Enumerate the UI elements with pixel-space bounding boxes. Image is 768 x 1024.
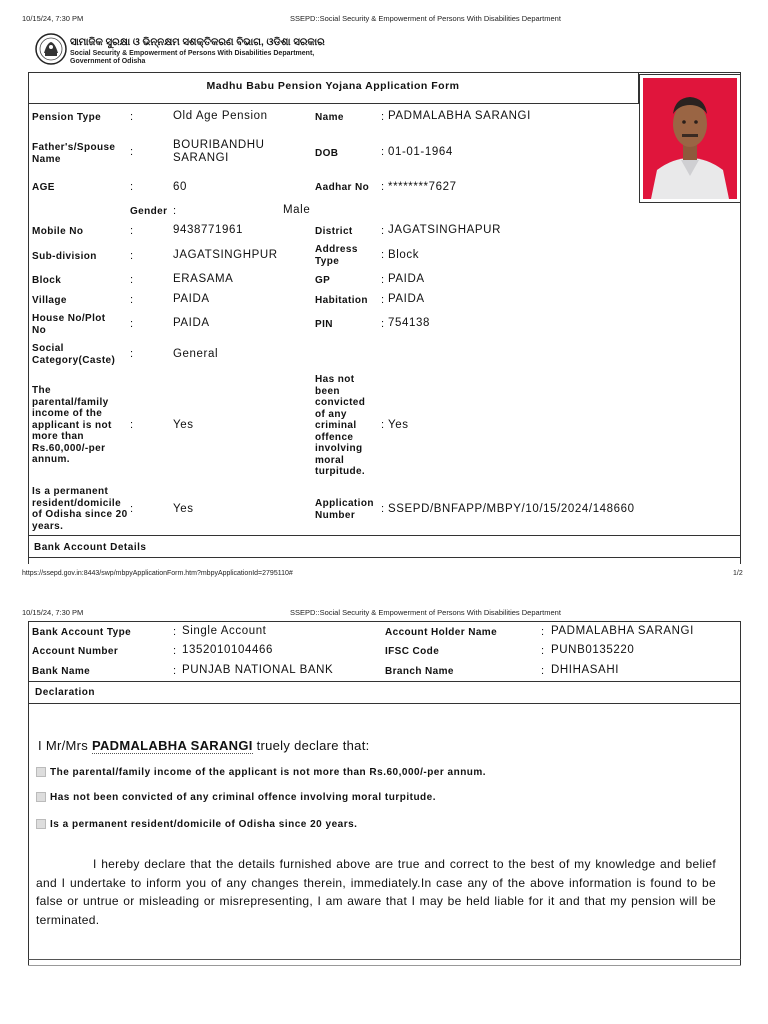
father-label: Father's/Spouse Name	[32, 142, 116, 165]
declaration-item-text: The parental/family income of the applicant is not more than Rs.60,000/-per annum.	[50, 767, 487, 778]
income-value: Yes	[173, 419, 194, 431]
account-holder-label: Account Holder Name	[385, 627, 498, 638]
bank-section-top	[28, 535, 741, 536]
name-label: Name	[315, 112, 344, 123]
father-value: BOURIBANDHU SARANGI	[173, 139, 265, 164]
age-value: 60	[173, 181, 187, 193]
subdivision-label: Sub-division	[32, 251, 97, 262]
gender-label: Gender	[130, 206, 168, 217]
declaration-paragraph: I hereby declare that the details furnished above are true and correct to the best of my knowledge and belief and I undertake to inform you of any changes therein, immediately.In case any of the above information is found to be false or untrue or misleading or misrepresenting, I am aware that I may be held liable for it and that my pension will be terminated.	[36, 857, 716, 927]
logo-english-line1: Social Security & Empowerment of Persons With Disabilities Department,	[70, 50, 315, 57]
branch-value: DHIHASAHI	[551, 664, 620, 676]
account-number-label: Account Number	[32, 646, 119, 657]
gp-value: PAIDA	[388, 273, 425, 285]
declaration-item	[36, 792, 436, 803]
colon: :	[173, 626, 177, 638]
page2-bottom-line-2	[28, 965, 741, 966]
pin-value: 754138	[388, 317, 430, 329]
colon: :	[381, 419, 385, 431]
declaration-intro	[38, 738, 370, 753]
print-title: SSEPD::Social Security & Empowerment of Persons With Disabilities Department	[290, 14, 561, 23]
colon: :	[173, 645, 177, 657]
colon: :	[130, 503, 134, 515]
village-value: PAIDA	[173, 293, 210, 305]
address-type-label: Address Type	[315, 244, 358, 267]
mobile-label: Mobile No	[32, 226, 84, 237]
account-holder-value: PADMALABHA SARANGI	[551, 625, 694, 637]
mobile-value: 9438771961	[173, 224, 243, 236]
colon: :	[381, 503, 385, 515]
colon: :	[381, 274, 385, 286]
village-label: Village	[32, 295, 67, 306]
page2-border-right	[740, 621, 741, 966]
name-value: PADMALABHA SARANGI	[388, 110, 531, 122]
checkbox-checked-icon[interactable]	[36, 767, 46, 777]
print-datetime: 10/15/24, 7:30 PM	[22, 14, 84, 23]
applicant-photo	[643, 78, 737, 199]
block-value: ERASAMA	[173, 273, 234, 285]
application-number-label: Application Number	[315, 498, 374, 521]
colon: :	[130, 419, 134, 431]
subdivision-value: JAGATSINGHPUR	[173, 249, 278, 261]
bank-section-title: Bank Account Details	[34, 542, 147, 553]
bank-name-label: Bank Name	[32, 666, 91, 677]
declaration-item-text: Has not been convicted of any criminal offence involving moral turpitude.	[50, 792, 437, 803]
page2-bottom-line-1	[28, 959, 741, 960]
colon: :	[130, 294, 134, 306]
declaration-intro-suffix: truely declare that:	[256, 738, 370, 753]
colon: :	[130, 225, 134, 237]
dob-value: 01-01-1964	[388, 146, 453, 158]
declaration-item	[36, 767, 486, 778]
bank-account-type-label: Bank Account Type	[32, 627, 132, 638]
resident-label: Is a permanent resident/domicile of Odisha since 20 years.	[32, 486, 128, 532]
block-label: Block	[32, 275, 62, 286]
aadhar-value: ********7627	[388, 181, 457, 193]
form-border-left	[28, 72, 29, 564]
odisha-emblem-icon	[35, 33, 67, 65]
bank-name-value: PUNJAB NATIONAL BANK	[182, 664, 334, 676]
aadhar-label: Aadhar No	[315, 182, 370, 193]
colon: :	[130, 146, 134, 158]
colon: :	[130, 318, 134, 330]
district-label: District	[315, 226, 353, 237]
convicted-value: Yes	[388, 419, 409, 431]
ifsc-value: PUNB0135220	[551, 644, 635, 656]
pension-type-label: Pension Type	[32, 112, 102, 123]
colon: :	[130, 111, 134, 123]
pension-type-value: Old Age Pension	[173, 110, 268, 122]
address-type-value: Block	[388, 249, 420, 261]
form-title: Madhu Babu Pension Yojana Application Form	[206, 80, 460, 92]
colon: :	[173, 665, 177, 677]
declaration-intro-prefix: I Mr/Mrs	[38, 738, 89, 753]
declaration-item-text: Is a permanent resident/domicile of Odisha since 20 years.	[50, 819, 358, 830]
resident-value: Yes	[173, 503, 194, 515]
colon: :	[381, 146, 385, 158]
ifsc-label: IFSC Code	[385, 646, 440, 657]
print-datetime-page2: 10/15/24, 7:30 PM	[22, 608, 84, 617]
colon: :	[381, 225, 385, 237]
dob-label: DOB	[315, 148, 339, 159]
declarant-name: PADMALABHA SARANGI	[91, 738, 253, 753]
colon: :	[541, 665, 545, 677]
page2-border-left	[28, 621, 29, 966]
colon: :	[541, 645, 545, 657]
print-url: https://ssepd.gov.in:8443/swp/mbpyApplicationForm.htm?mbpyApplicationId=2795110#	[22, 570, 293, 577]
category-value: General	[173, 348, 219, 360]
account-number-value: 1352010104466	[182, 644, 273, 656]
checkbox-checked-icon[interactable]	[36, 792, 46, 802]
habitation-value: PAIDA	[388, 293, 425, 305]
logo-english-line2: Government of Odisha	[70, 58, 146, 65]
bank-account-type-value: Single Account	[182, 625, 267, 637]
house-label: House No/Plot No	[32, 313, 106, 336]
convicted-label: Has not been convicted of any criminal offence involving moral turpitude.	[315, 374, 366, 477]
colon: :	[381, 318, 385, 330]
form-border-top	[28, 72, 741, 73]
page-number: 1/2	[733, 570, 743, 577]
colon: :	[130, 274, 134, 286]
page2-border-top	[28, 621, 741, 622]
logo-odia-text: ସାମାଜିକ ସୁରକ୍ଷା ଓ ଭିନ୍ନକ୍ଷମ ସଶକ୍ତିକରଣ ବିଭାଗ, ଓଡିଶା ସରକାର	[70, 37, 325, 48]
colon: :	[130, 181, 134, 193]
district-value: JAGATSINGHAPUR	[388, 224, 501, 236]
declaration-item	[36, 819, 357, 830]
declaration-header	[28, 681, 741, 704]
category-label: Social Category(Caste)	[32, 343, 116, 366]
bank-section-bottom	[28, 557, 741, 558]
colon: :	[130, 250, 134, 262]
gender-value: Male	[283, 204, 311, 216]
application-number-value: SSEPD/BNFAPP/MBPY/10/15/2024/148660	[388, 503, 635, 515]
declaration-title: Declaration	[35, 687, 95, 698]
colon: :	[173, 205, 177, 217]
age-label: AGE	[32, 182, 55, 193]
checkbox-checked-icon[interactable]	[36, 819, 46, 829]
print-title-page2: SSEPD::Social Security & Empowerment of Persons With Disabilities Department	[290, 608, 561, 617]
branch-label: Branch Name	[385, 666, 454, 677]
pin-label: PIN	[315, 319, 333, 330]
colon: :	[541, 626, 545, 638]
colon: :	[381, 181, 385, 193]
applicant-photo-frame	[639, 74, 741, 203]
gp-label: GP	[315, 275, 331, 286]
colon: :	[381, 294, 385, 306]
colon: :	[130, 348, 134, 360]
income-label: The parental/family income of the applicant is not more than Rs.60,000/-per annum.	[32, 385, 112, 465]
colon: :	[381, 111, 385, 123]
colon: :	[381, 249, 385, 261]
habitation-label: Habitation	[315, 295, 368, 306]
title-underline	[28, 103, 638, 104]
house-value: PAIDA	[173, 317, 210, 329]
